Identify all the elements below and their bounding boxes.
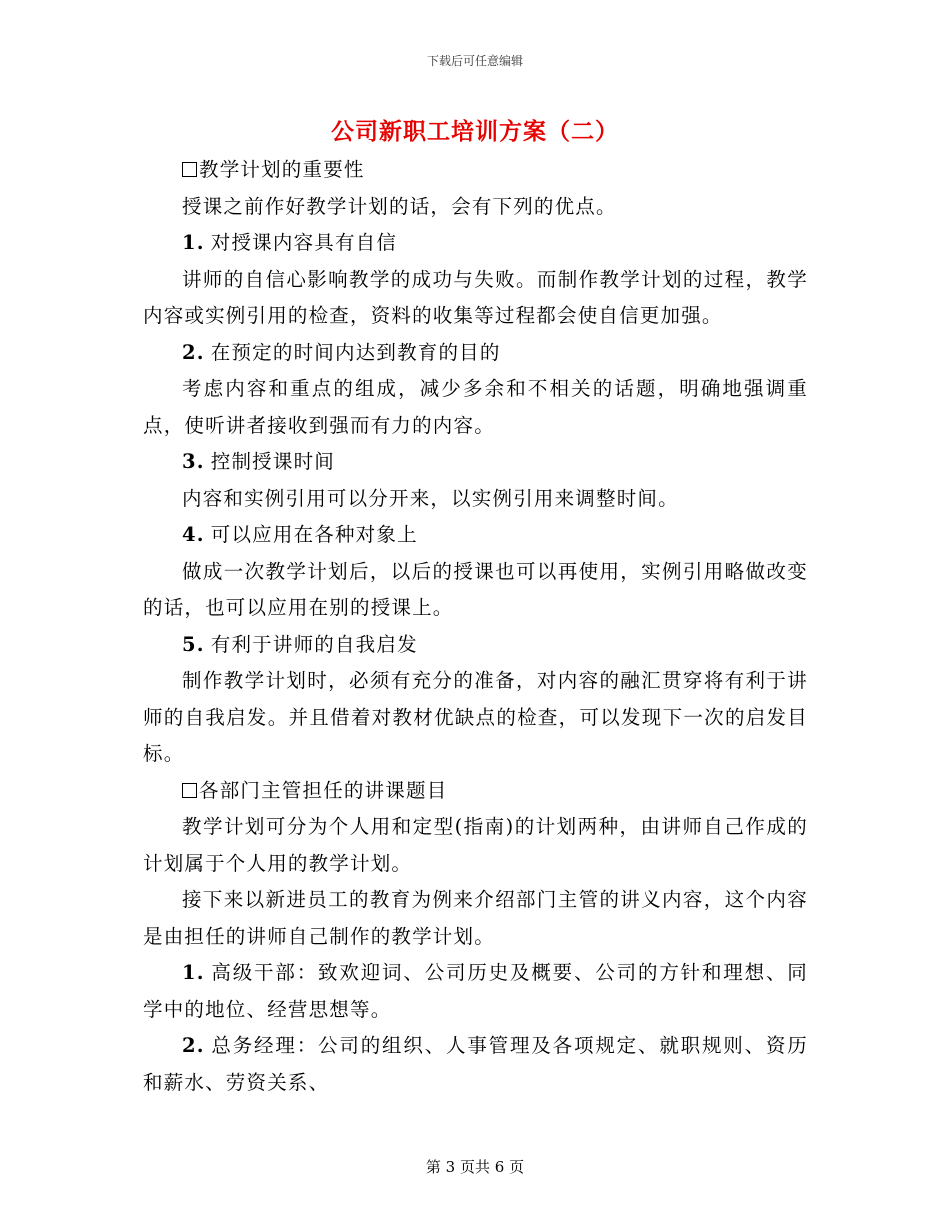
section-heading-text: 各部门主管担任的讲课题目 [199,778,448,802]
item-text: 可以应用在各种对象上 [210,523,418,546]
numbered-item [143,517,808,554]
item-number: 4. [182,523,205,546]
item-text: 对授课内容具有自信 [210,231,398,254]
page-header: 下载后可任意编辑 [426,54,523,68]
paragraph: 做成一次教学计划后，以后的授课也可以再使用，实例引用略做改变的话，也可以应用在别的授课上。 [143,559,808,619]
paragraph: 考虑内容和重点的组成，减少多余和不相关的话题，明确地强调重点，使听讲者接收到强而有力的内容。 [143,377,808,437]
item-number: 3. [182,450,205,473]
item-number: 2. [182,1034,205,1057]
numbered-item [143,444,808,481]
paragraph: 制作教学计划时，必须有充分的准备，对内容的融汇贯穿将有利于讲师的自我启发。并且借着对教材优缺点的检查，可以发现下一次的启发目标。 [143,669,808,765]
item-text: 控制授课时间 [210,450,335,473]
item-text: 在预定的时间内达到教育的目的 [210,340,501,364]
section-heading [143,773,808,810]
paragraph: 授课之前作好教学计划的话，会有下列的优点。 [182,194,617,218]
page-footer: 第 3 页共 6 页 [425,1158,525,1176]
paragraph: 讲师的自信心影响教学的成功与失败。而制作教学计划的过程，教学内容或实例引用的检查，资料的收集等过程都会使自信更加强。 [143,267,808,327]
section-heading-text: 教学计划的重要性 [199,158,365,181]
numbered-item [143,1028,808,1101]
checkbox-square-icon [182,162,197,177]
checkbox-square-icon [182,783,197,798]
numbered-item [143,627,808,664]
document-body [143,152,808,1101]
item-number: 2. [182,340,205,364]
document-title: 公司新职工培训方案（二） [331,118,619,145]
paragraph: 接下来以新进员工的教育为例来介绍部门主管的讲义内容，这个内容是由担任的讲师自己制作的教学计划。 [143,888,808,948]
item-text: 总务经理：公司的组织、人事管理及各项规定、就职规则、资历和薪水、劳资关系、 [143,1034,808,1094]
section-heading [143,152,808,189]
numbered-item [143,225,808,262]
item-number: 1. [182,231,205,254]
item-number: 1. [182,961,205,984]
numbered-item [143,955,808,1028]
item-text: 高级干部：致欢迎词、公司历史及概要、公司的方针和理想、同学中的地位、经营思想等。 [143,961,808,1021]
item-text: 有利于讲师的自我启发 [210,632,418,656]
paragraph: 内容和实例引用可以分开来，以实例引用来调整时间。 [182,486,679,510]
item-number: 5. [182,632,205,656]
numbered-item [143,335,808,372]
paragraph: 教学计划可分为个人用和定型(指南)的计划两种，由讲师自己作成的计划属于个人用的教学计划。 [143,815,808,875]
